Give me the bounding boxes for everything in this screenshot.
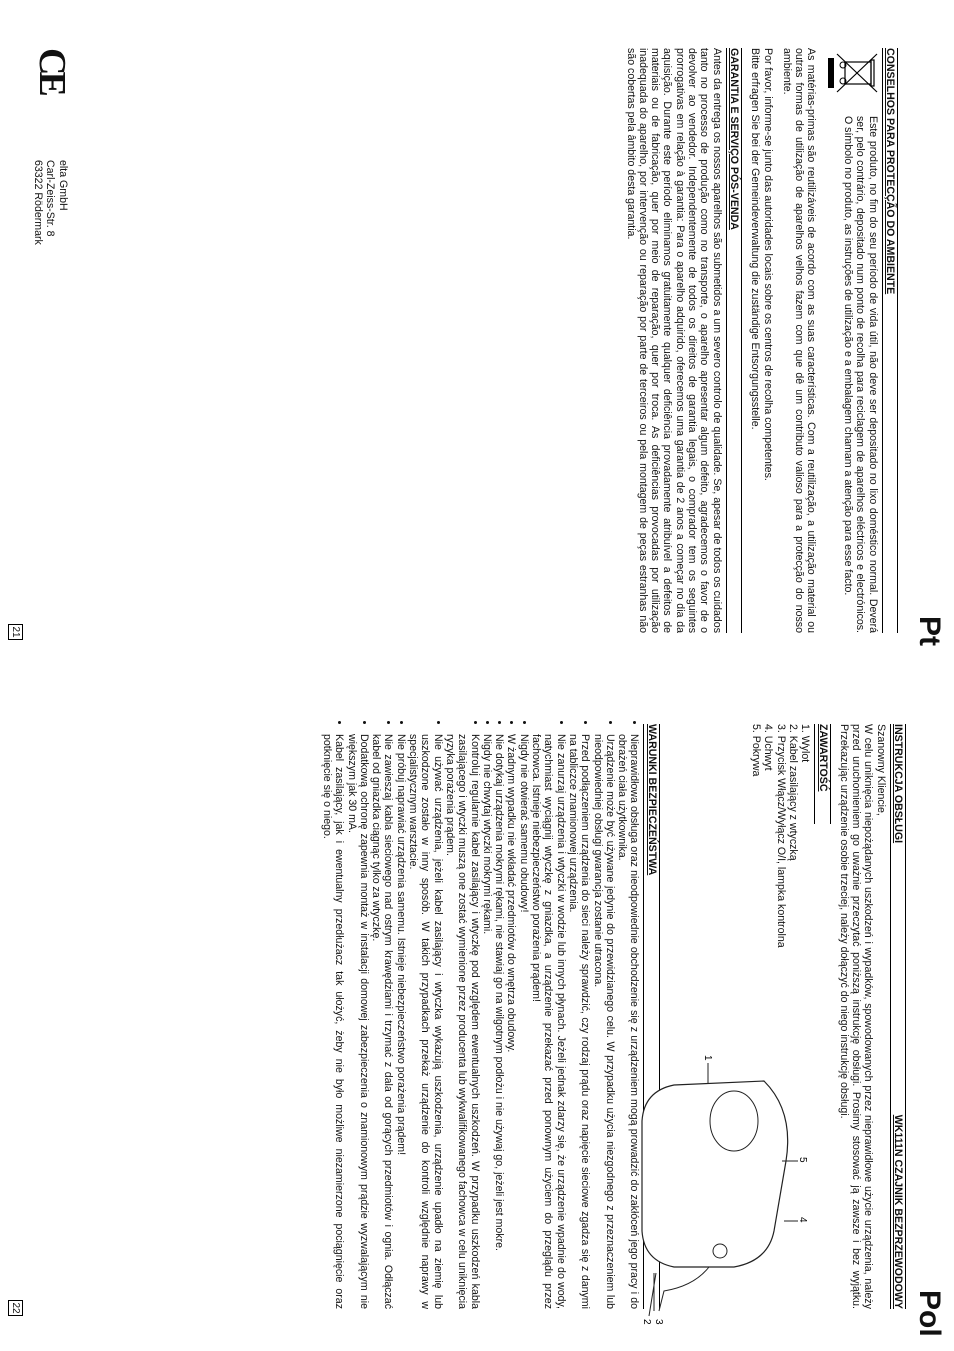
language-tag-portuguese: Pt — [913, 616, 946, 646]
wheelie-bin-icon — [823, 48, 878, 108]
section-title-contents: ZAWARTOŚĆ — [814, 724, 830, 824]
page-portuguese — [0, 0, 954, 675]
part-item: 3. Przycisk Włącz/Wyłącz O/I, lampka kontrolna — [774, 724, 787, 948]
part-item: 4. Uchwyt — [762, 724, 775, 771]
page-number: 21 — [8, 624, 23, 640]
safety-item: • Przed podłączeniem urządzenia do sieci należy sprawdzić, czy rodzaj prądu oraz napięcie sieciowe zgadza się z danymi na tabliczce znamionowej urządzenia. — [567, 734, 592, 1309]
part-item: 5. Pokrywa — [750, 724, 763, 777]
address-line: Carl-Zeiss-Str. 8 — [44, 160, 57, 237]
safety-item: • Nie zawieszaj kabla sieciowego nad ostrym krawędziami i trzymać z dala od gorących przedmiotów i ognia. Odłączać kabel od gniazdka ciągnąc tylko za wtyczkę. — [370, 734, 395, 1309]
safety-item: • Nie używać urządzenia, jeżeli kabel zasilający i wtyczka wykazują uszkodzenia, urządzenie upadło na ziemię lub uszkodzone zostało w inny sposób. W takich przypadkach przekaż urządzenie do kontroli względnie naprawy w specjalistycznym warsztacie. — [407, 734, 444, 1309]
environment-paragraph-4: Bitte erfragen Sie bei der Gemeindeverwaltung die zuständige Entsorgungsstelle. — [749, 48, 762, 430]
section-title-warranty: GARANTIA E SERVIÇO PÓS-VENDA — [726, 48, 742, 633]
diagram-label: 5 — [797, 1157, 808, 1163]
environment-paragraph-1: Este produto, no fim do seu período de vida útil, não deve ser depositado no lixo doméstico normal. Deverá ser, pelo contrário, depositado num ponto de recolha para reciclagem de aparelhos eléctricos e electrónicos. O símbolo no produto, as instruções de utilização e a embalagem chamam a atenção para esse facto. — [842, 116, 879, 633]
diagram-label: 4 — [797, 1217, 808, 1223]
safety-item: • W żadnym wypadku nie wkładać przedmiotów do wnętrza obudowy. — [505, 734, 517, 1309]
address-line: elta GmbH — [57, 160, 69, 211]
safety-item: • Dodatkową ochronę zapewnia montaż w instalacji domowej zabezpieczenia o znamionowym prądzie wyzwalającym nie większym jak 30 mA. — [345, 734, 370, 1309]
company-address — [32, 160, 70, 245]
page-content — [321, 724, 906, 1309]
section-title-safety: WARUNKI BEZPIECZEŃSTWA — [643, 724, 659, 1309]
safety-item: • Urządzenie może być używane jedynie do przewidzianego celu. W przypadku użycia niezgodnego z przeznaczeniem lub nieodpowiedniej obsługi gwarancja zostanie utracona. — [591, 734, 616, 1309]
diagram-label: 3 — [653, 1319, 664, 1325]
warranty-paragraph: Antes da entrega os nossos aparelhos são submetidos a um severo controlo de qualidade. Se, apesar de todos os cuidados tanto no processo de produção como no transporte, o aparelho apresentar algum defeito, agradecemos o favor de o devolver ao vendedor. Independentemente de todos os direitos de garantia legais, o comprador tem os seguintes prorrogativas em relação à garantia: Para o aparelho adquirido, oferecemos uma garantia de 2 anos a começar no dia da aquisição. Durante este período eliminamos gratuitamente qualquer deficiência provadamente atribuível a defeitos de materiais ou de fabricação, quer por meio de reparação, quer por troca. As deficiências provocadas por utilização inadequada do aparelho, por intervenção ou reparação por parte de terceiros ou pela montagem de peças estranhas não são cobertas pela âmbito desta garantia. — [624, 48, 723, 633]
environment-paragraph-3: Por favor, informe-se junto das autoridades locais sobre os centros de recolha competentes. — [761, 48, 774, 481]
ce-mark: CE — [31, 48, 73, 93]
address-line: 63322 Rödermark — [32, 160, 44, 245]
safety-list — [321, 724, 641, 1309]
language-tag-polish: Pol — [913, 1290, 946, 1337]
intro-paragraph: W celu uniknięcia niepożądanych uszkodzeń i wypadków, spowodowanych przez nieprawidłowe użycie urządzenia, należy przed uruchomieniem go uważnie przeczytać poniższą instrukcję obsługi. Prosimy stosować ją zawsze i bez wyjątku. Przekazując urządzenie osobie trzeciej, należy dołączyć do niego instrukcję obsługi. — [837, 724, 875, 1309]
safety-item: • Nie próbuj naprawiać urządzenia samemu. Istnieje niebezpieczeństwo porażenia prądem! — [395, 734, 407, 1309]
safety-item: • Nieprawidłowa obsługa oraz nieodpowiednie obchodzenie się z urządzeniem mogą prowadzić do zakłóceń jego pracy i do obrażeń ciała użytkownika. — [616, 734, 641, 1309]
environment-row — [823, 48, 878, 633]
greeting: Szanowny Kliencie, — [874, 724, 887, 816]
kettle-diagram — [634, 1041, 808, 1341]
safety-item: • Nigdy nie chwytaj wtyczki mokrymi rękami. — [481, 734, 493, 1309]
part-item: 2. Kabel zasilający z wtyczką — [786, 724, 799, 861]
section-title-instructions: INSTRUKCJA OBSŁUGI WK111N CZAJNIK BEZPRZEWODOWY — [890, 724, 906, 1309]
page-content — [617, 48, 898, 633]
safety-item: • Kabel zasilający, jak i ewentualny przedłużacz tak ułożyć, żeby nie było możliwe niezamierzone pociągnięcie oraz potknięcie się o niego. — [321, 734, 346, 1309]
safety-item: • Nie dotykaj urządzenia mokrymi rękami, nie stawiaj go na wilgotnym podłożu i nie używaj go, jeżeli jest mokre. — [493, 734, 505, 1309]
safety-item: • Nigdy nie otwierać samemu obudowy! — [517, 734, 529, 1309]
environment-paragraph-2: As matérias-primas são reutilizáveis de acordo com as suas características. Com a reutilização, a utilização material ou outras formas de utilização de aparelhos velhos fazem com que dê um contributo valioso para a protecção do nosso ambiente. — [780, 48, 818, 633]
safety-item: • Nie zanurzaj urządzenia i wtyczki w wodzie lub innych płynach. Jeżeli jednak zdarzy się, że urządzenie wpadnie do wody, natychmiast wyciągnij wtyczkę z gniazdka, a urządzenie przekazać przed ponownym użyciem do przeglądu przez fachowca. Istnieje niebezpieczeństwo porażenia prądem! — [530, 734, 567, 1309]
page-polish — [0, 676, 954, 1351]
safety-item: • Kontroluj regularnie kabel zasilający i wtyczkę pod względem ewentualnych uszkodzeń. W przypadku uszkodzeń kabla zasilającego i wtyczki muszą one zostać wymienione przez producenta lub wykwalifikowanego fachowca w celu uniknięcia ryzyka porażenia prądem. — [444, 734, 481, 1309]
part-item: 1. Wylot — [799, 724, 812, 763]
diagram-label: 1 — [702, 1055, 713, 1061]
page-number: 22 — [8, 1300, 23, 1316]
section-title-environment: CONSELHOS PARA PROTECÇÃO DO AMBIENTE — [882, 48, 898, 633]
diagram-label: 2 — [641, 1319, 652, 1325]
